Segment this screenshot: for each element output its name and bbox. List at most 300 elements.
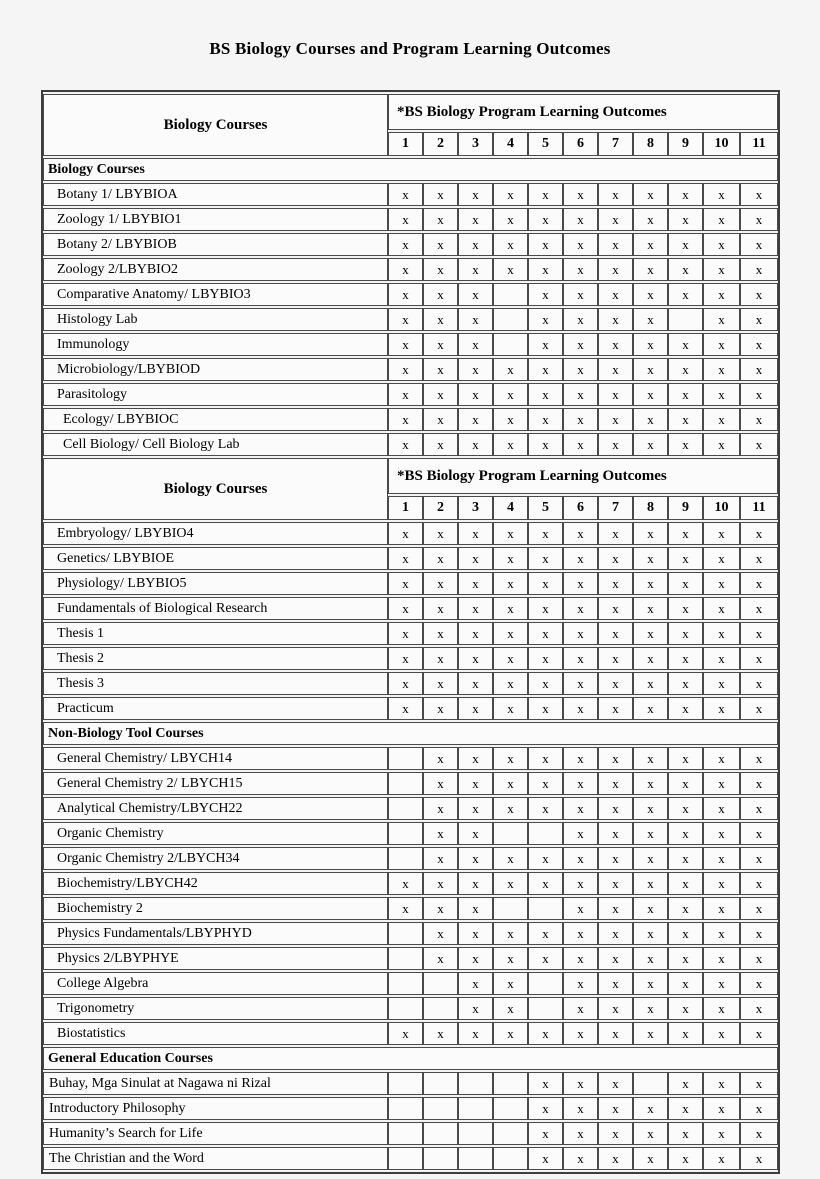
outcome-mark-cell: x	[388, 308, 423, 331]
outcome-mark-cell	[423, 997, 458, 1020]
outcome-mark-cell: x	[423, 358, 458, 381]
outcome-number-header: 2	[423, 132, 458, 156]
outcome-mark-cell: x	[563, 308, 598, 331]
outcome-mark-cell	[458, 1072, 493, 1095]
outcome-mark-cell: x	[633, 1147, 668, 1170]
outcome-mark-cell: x	[388, 622, 423, 645]
course-name-cell: Botany 2/ LBYBIOB	[43, 233, 388, 256]
course-name-cell: Thesis 2	[43, 647, 388, 670]
course-name-cell: College Algebra	[43, 972, 388, 995]
outcome-mark-cell: x	[633, 697, 668, 720]
outcome-mark-cell: x	[703, 308, 740, 331]
outcome-mark-cell	[493, 1122, 528, 1145]
outcome-mark-cell: x	[598, 672, 633, 695]
outcome-number-header: 5	[528, 132, 563, 156]
table-row	[43, 572, 778, 595]
outcome-mark-cell: x	[703, 1147, 740, 1170]
outcome-mark-cell: x	[703, 1122, 740, 1145]
outcome-mark-cell	[388, 972, 423, 995]
outcome-mark-cell: x	[703, 183, 740, 206]
outcome-mark-cell: x	[633, 797, 668, 820]
outcome-mark-cell: x	[668, 1122, 703, 1145]
outcome-mark-cell: x	[598, 572, 633, 595]
outcome-mark-cell	[458, 1147, 493, 1170]
outcome-mark-cell: x	[740, 672, 778, 695]
outcome-mark-cell: x	[598, 408, 633, 431]
table-row	[43, 408, 778, 431]
outcome-mark-cell: x	[703, 208, 740, 231]
outcome-mark-cell: x	[668, 947, 703, 970]
outcome-mark-cell	[423, 1097, 458, 1120]
outcome-mark-cell: x	[388, 672, 423, 695]
outcome-mark-cell	[423, 1122, 458, 1145]
table-row	[43, 547, 778, 570]
outcome-mark-cell: x	[423, 183, 458, 206]
outcome-mark-cell: x	[563, 208, 598, 231]
outcome-mark-cell: x	[563, 1022, 598, 1045]
table-row	[43, 1097, 778, 1120]
outcome-mark-cell: x	[563, 233, 598, 256]
outcome-mark-cell: x	[458, 408, 493, 431]
course-name-cell: Analytical Chemistry/LBYCH22	[43, 797, 388, 820]
outcome-mark-cell: x	[528, 1147, 563, 1170]
course-name-cell: Thesis 1	[43, 622, 388, 645]
outcome-mark-cell: x	[668, 922, 703, 945]
table-row	[43, 822, 778, 845]
outcome-mark-cell: x	[528, 547, 563, 570]
outcome-mark-cell: x	[668, 383, 703, 406]
course-name-cell: Biochemistry/LBYCH42	[43, 872, 388, 895]
outcome-mark-cell: x	[740, 822, 778, 845]
outcome-mark-cell: x	[703, 522, 740, 545]
outcome-mark-cell: x	[598, 947, 633, 970]
outcome-mark-cell: x	[668, 547, 703, 570]
outcome-mark-cell: x	[528, 358, 563, 381]
outcome-mark-cell: x	[740, 233, 778, 256]
outcome-mark-cell: x	[423, 597, 458, 620]
outcome-mark-cell: x	[633, 847, 668, 870]
outcome-mark-cell: x	[703, 747, 740, 770]
outcome-mark-cell: x	[528, 947, 563, 970]
outcome-mark-cell: x	[598, 522, 633, 545]
outcome-mark-cell: x	[528, 797, 563, 820]
outcome-mark-cell: x	[528, 522, 563, 545]
outcome-mark-cell: x	[740, 597, 778, 620]
outcome-mark-cell	[493, 1072, 528, 1095]
outcome-mark-cell: x	[563, 1122, 598, 1145]
outcome-mark-cell: x	[668, 258, 703, 281]
outcome-mark-cell: x	[528, 1097, 563, 1120]
outcome-mark-cell: x	[598, 997, 633, 1020]
outcome-mark-cell: x	[598, 208, 633, 231]
outcome-mark-cell	[388, 922, 423, 945]
outcome-mark-cell: x	[423, 208, 458, 231]
outcome-mark-cell: x	[668, 747, 703, 770]
course-name-cell: Physics 2/LBYPHYE	[43, 947, 388, 970]
outcome-mark-cell: x	[633, 333, 668, 356]
outcome-mark-cell	[423, 1147, 458, 1170]
outcome-mark-cell: x	[563, 897, 598, 920]
outcome-mark-cell: x	[563, 433, 598, 456]
table-row	[43, 433, 778, 456]
outcome-mark-cell: x	[633, 672, 668, 695]
outcome-mark-cell	[528, 997, 563, 1020]
outcome-mark-cell: x	[528, 1072, 563, 1095]
outcome-mark-cell: x	[633, 433, 668, 456]
outcome-mark-cell: x	[388, 358, 423, 381]
outcome-mark-cell: x	[458, 233, 493, 256]
outcome-mark-cell: x	[563, 547, 598, 570]
outcome-mark-cell: x	[493, 408, 528, 431]
outcome-number-header: 4	[493, 496, 528, 520]
outcome-mark-cell: x	[598, 283, 633, 306]
outcome-mark-cell	[388, 847, 423, 870]
table-row	[43, 1147, 778, 1170]
outcome-mark-cell: x	[598, 383, 633, 406]
outcome-mark-cell: x	[528, 647, 563, 670]
course-name-cell: Physics Fundamentals/LBYPHYD	[43, 922, 388, 945]
outcome-mark-cell: x	[388, 258, 423, 281]
table-row	[43, 922, 778, 945]
outcome-mark-cell: x	[458, 572, 493, 595]
outcome-mark-cell: x	[598, 233, 633, 256]
outcome-mark-cell: x	[458, 947, 493, 970]
outcome-mark-cell: x	[528, 572, 563, 595]
outcome-mark-cell: x	[423, 283, 458, 306]
outcome-mark-cell: x	[633, 647, 668, 670]
outcome-mark-cell	[493, 283, 528, 306]
outcome-mark-cell: x	[703, 383, 740, 406]
outcome-mark-cell: x	[423, 672, 458, 695]
outcome-mark-cell: x	[493, 622, 528, 645]
outcome-number-header: 3	[458, 132, 493, 156]
table-row	[43, 358, 778, 381]
outcome-number-header: 10	[703, 132, 740, 156]
outcome-mark-cell: x	[458, 547, 493, 570]
outcome-mark-cell: x	[493, 258, 528, 281]
outcome-mark-cell: x	[458, 283, 493, 306]
outcome-mark-cell: x	[528, 847, 563, 870]
outcome-mark-cell: x	[703, 597, 740, 620]
outcome-mark-cell: x	[703, 547, 740, 570]
outcome-mark-cell	[388, 772, 423, 795]
outcome-mark-cell: x	[633, 183, 668, 206]
outcome-mark-cell: x	[598, 433, 633, 456]
outcome-mark-cell	[423, 972, 458, 995]
outcome-mark-cell: x	[633, 822, 668, 845]
outcome-mark-cell: x	[493, 847, 528, 870]
outcome-number-header: 10	[703, 496, 740, 520]
outcome-mark-cell	[528, 897, 563, 920]
course-name-cell: Biostatistics	[43, 1022, 388, 1045]
outcome-mark-cell: x	[528, 597, 563, 620]
outcome-mark-cell: x	[740, 772, 778, 795]
outcome-mark-cell: x	[703, 697, 740, 720]
outcome-mark-cell: x	[458, 897, 493, 920]
outcome-number-header: 7	[598, 132, 633, 156]
outcome-mark-cell: x	[458, 258, 493, 281]
course-name-cell: Introductory Philosophy	[43, 1097, 388, 1120]
outcome-mark-cell: x	[423, 383, 458, 406]
outcome-mark-cell: x	[423, 822, 458, 845]
section-header-row	[43, 722, 778, 745]
outcome-mark-cell: x	[703, 408, 740, 431]
outcome-mark-cell: x	[563, 622, 598, 645]
outcome-mark-cell: x	[668, 1022, 703, 1045]
table-row	[43, 1122, 778, 1145]
courses-column-header: Biology Courses	[43, 458, 388, 520]
outcome-mark-cell: x	[458, 872, 493, 895]
outcome-mark-cell: x	[493, 672, 528, 695]
outcome-mark-cell: x	[703, 333, 740, 356]
outcome-mark-cell: x	[423, 922, 458, 945]
outcome-mark-cell: x	[423, 547, 458, 570]
outcome-mark-cell: x	[493, 922, 528, 945]
outcome-mark-cell: x	[528, 258, 563, 281]
outcome-mark-cell: x	[598, 872, 633, 895]
outcome-mark-cell: x	[458, 308, 493, 331]
outcome-mark-cell	[458, 1122, 493, 1145]
table-row	[43, 897, 778, 920]
outcome-mark-cell: x	[493, 433, 528, 456]
outcome-mark-cell: x	[598, 358, 633, 381]
outcome-number-header: 6	[563, 496, 598, 520]
outcome-mark-cell: x	[493, 233, 528, 256]
outcome-mark-cell: x	[740, 1022, 778, 1045]
course-name-cell: Comparative Anatomy/ LBYBIO3	[43, 283, 388, 306]
outcome-mark-cell: x	[563, 258, 598, 281]
outcome-mark-cell: x	[598, 1022, 633, 1045]
outcome-mark-cell: x	[423, 847, 458, 870]
outcome-mark-cell: x	[388, 433, 423, 456]
table-row	[43, 947, 778, 970]
outcome-mark-cell	[528, 972, 563, 995]
table-row	[43, 872, 778, 895]
outcome-mark-cell: x	[703, 797, 740, 820]
outcome-mark-cell: x	[633, 1122, 668, 1145]
outcome-mark-cell: x	[668, 847, 703, 870]
outcome-mark-cell: x	[493, 522, 528, 545]
table-row	[43, 797, 778, 820]
outcome-mark-cell: x	[528, 383, 563, 406]
outcome-mark-cell: x	[598, 697, 633, 720]
outcome-mark-cell: x	[740, 433, 778, 456]
outcome-mark-cell: x	[740, 572, 778, 595]
outcome-mark-cell: x	[493, 183, 528, 206]
outcome-mark-cell: x	[740, 208, 778, 231]
outcome-mark-cell: x	[458, 997, 493, 1020]
outcome-mark-cell: x	[703, 258, 740, 281]
outcome-mark-cell: x	[740, 1097, 778, 1120]
outcome-mark-cell: x	[740, 922, 778, 945]
section-header-row	[43, 1047, 778, 1070]
outcome-mark-cell: x	[458, 847, 493, 870]
outcome-mark-cell: x	[668, 433, 703, 456]
outcome-number-header: 8	[633, 496, 668, 520]
outcome-mark-cell: x	[423, 333, 458, 356]
outcome-mark-cell: x	[423, 572, 458, 595]
outcome-mark-cell: x	[493, 997, 528, 1020]
course-name-cell: Botany 1/ LBYBIOA	[43, 183, 388, 206]
outcome-mark-cell: x	[703, 672, 740, 695]
outcome-mark-cell: x	[563, 672, 598, 695]
course-name-cell: Organic Chemistry 2/LBYCH34	[43, 847, 388, 870]
outcome-mark-cell: x	[493, 972, 528, 995]
outcomes-group-header: *BS Biology Program Learning Outcomes	[388, 458, 778, 494]
outcome-mark-cell: x	[633, 772, 668, 795]
outcome-mark-cell	[388, 797, 423, 820]
outcome-mark-cell: x	[423, 622, 458, 645]
outcome-number-header: 1	[388, 132, 423, 156]
outcome-mark-cell: x	[563, 358, 598, 381]
outcome-mark-cell	[388, 997, 423, 1020]
outcome-mark-cell: x	[388, 522, 423, 545]
outcome-mark-cell	[493, 308, 528, 331]
outcomes-group-header: *BS Biology Program Learning Outcomes	[388, 94, 778, 130]
outcome-mark-cell: x	[598, 1122, 633, 1145]
outcome-mark-cell: x	[598, 972, 633, 995]
outcome-mark-cell: x	[563, 822, 598, 845]
outcome-mark-cell: x	[633, 308, 668, 331]
outcome-mark-cell: x	[598, 772, 633, 795]
outcome-mark-cell: x	[598, 1147, 633, 1170]
table-header-row	[43, 94, 778, 130]
outcome-mark-cell: x	[458, 522, 493, 545]
outcome-mark-cell: x	[668, 597, 703, 620]
outcome-number-header: 9	[668, 496, 703, 520]
course-name-cell: General Chemistry/ LBYCH14	[43, 747, 388, 770]
outcome-mark-cell: x	[740, 972, 778, 995]
outcome-mark-cell: x	[633, 597, 668, 620]
course-name-cell: Humanity’s Search for Life	[43, 1122, 388, 1145]
outcome-mark-cell: x	[563, 383, 598, 406]
outcome-mark-cell: x	[668, 622, 703, 645]
outcome-mark-cell: x	[703, 647, 740, 670]
outcome-mark-cell: x	[633, 283, 668, 306]
outcome-mark-cell: x	[493, 547, 528, 570]
outcome-mark-cell: x	[703, 1097, 740, 1120]
outcome-mark-cell: x	[703, 433, 740, 456]
outcome-mark-cell: x	[458, 647, 493, 670]
outcome-mark-cell: x	[598, 547, 633, 570]
outcome-mark-cell: x	[458, 208, 493, 231]
table-row	[43, 308, 778, 331]
outcome-number-header: 9	[668, 132, 703, 156]
course-name-cell: Practicum	[43, 697, 388, 720]
section-header-row	[43, 158, 778, 181]
outcome-mark-cell: x	[668, 408, 703, 431]
outcome-mark-cell: x	[633, 747, 668, 770]
outcome-mark-cell: x	[423, 797, 458, 820]
outcome-number-header: 3	[458, 496, 493, 520]
outcome-mark-cell: x	[563, 947, 598, 970]
table-row	[43, 1072, 778, 1095]
outcome-mark-cell	[423, 1072, 458, 1095]
outcome-mark-cell: x	[668, 333, 703, 356]
outcome-mark-cell: x	[740, 547, 778, 570]
outcome-mark-cell: x	[668, 822, 703, 845]
course-name-cell: Fundamentals of Biological Research	[43, 597, 388, 620]
course-name-cell: Cell Biology/ Cell Biology Lab	[43, 433, 388, 456]
table-row	[43, 622, 778, 645]
outcome-mark-cell: x	[740, 1122, 778, 1145]
outcome-mark-cell: x	[528, 308, 563, 331]
outcome-mark-cell: x	[563, 872, 598, 895]
outcome-mark-cell	[493, 897, 528, 920]
outcome-mark-cell: x	[563, 1097, 598, 1120]
outcome-mark-cell: x	[668, 572, 703, 595]
outcome-mark-cell: x	[598, 183, 633, 206]
outcome-mark-cell: x	[740, 872, 778, 895]
table-row	[43, 647, 778, 670]
table-row	[43, 233, 778, 256]
outcome-mark-cell: x	[528, 333, 563, 356]
course-name-cell: The Christian and the Word	[43, 1147, 388, 1170]
outcome-mark-cell: x	[633, 208, 668, 231]
outcome-mark-cell: x	[703, 947, 740, 970]
outcome-mark-cell: x	[388, 547, 423, 570]
outcome-mark-cell: x	[633, 1097, 668, 1120]
outcome-mark-cell: x	[528, 872, 563, 895]
table-row	[43, 383, 778, 406]
section-title: General Education Courses	[43, 1047, 778, 1070]
outcome-mark-cell: x	[458, 672, 493, 695]
outcome-mark-cell: x	[458, 822, 493, 845]
outcome-mark-cell: x	[668, 233, 703, 256]
outcome-mark-cell: x	[598, 258, 633, 281]
outcome-mark-cell: x	[458, 797, 493, 820]
outcome-mark-cell: x	[703, 822, 740, 845]
outcome-mark-cell: x	[423, 947, 458, 970]
outcome-number-header: 4	[493, 132, 528, 156]
outcome-mark-cell: x	[740, 283, 778, 306]
table-row	[43, 847, 778, 870]
outcome-mark-cell: x	[563, 972, 598, 995]
outcome-mark-cell: x	[563, 647, 598, 670]
outcome-mark-cell: x	[563, 1072, 598, 1095]
outcome-mark-cell: x	[388, 647, 423, 670]
outcome-mark-cell: x	[668, 872, 703, 895]
course-name-cell: Embryology/ LBYBIO4	[43, 522, 388, 545]
outcome-mark-cell: x	[493, 597, 528, 620]
course-name-cell: Genetics/ LBYBIOE	[43, 547, 388, 570]
course-name-cell: Ecology/ LBYBIOC	[43, 408, 388, 431]
outcome-mark-cell: x	[528, 283, 563, 306]
outcome-mark-cell: x	[740, 308, 778, 331]
outcome-number-header: 2	[423, 496, 458, 520]
outcome-mark-cell: x	[703, 233, 740, 256]
outcome-mark-cell	[458, 1097, 493, 1120]
outcome-mark-cell: x	[703, 358, 740, 381]
outcome-mark-cell	[388, 1072, 423, 1095]
outcome-mark-cell: x	[703, 772, 740, 795]
outcome-mark-cell: x	[528, 672, 563, 695]
outcome-mark-cell: x	[458, 333, 493, 356]
table-frame	[41, 90, 780, 1174]
outcome-mark-cell: x	[703, 847, 740, 870]
outcome-mark-cell: x	[740, 622, 778, 645]
outcome-mark-cell: x	[633, 408, 668, 431]
outcome-mark-cell: x	[703, 922, 740, 945]
outcome-mark-cell: x	[563, 797, 598, 820]
outcome-mark-cell: x	[563, 572, 598, 595]
outcome-mark-cell: x	[423, 647, 458, 670]
outcome-mark-cell: x	[423, 233, 458, 256]
outcome-mark-cell: x	[388, 1022, 423, 1045]
outcome-mark-cell: x	[423, 697, 458, 720]
outcome-number-header: 11	[740, 496, 778, 520]
outcome-mark-cell: x	[598, 822, 633, 845]
